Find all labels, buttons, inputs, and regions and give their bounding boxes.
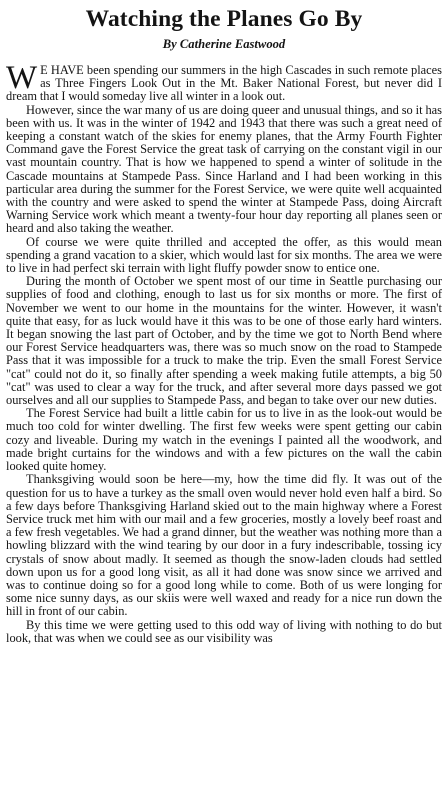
paragraph-4: During the month of October we spent most of our time in Seattle purchasing our supplies of food and clothing, enough to last us for six months or more. The first of November we went to our home in the mountains for the winter. However, it wasn't quite that easy, for as luck would have it this was to be one of those early hard winters. It began snowing the last part of October, and by the time we got to North Bend where our Forest Service headquarters was, there was so much snow on the road to Stampede Pass that it was impossible for a truck to make the trip. Even the small Forest Service "cat" could not do it, so finally after spending a week making futile attempts, a big 50 "cat" was used to clear a way for the truck, and after several more days passed we got ourselves and all our supplies to Stampede Pass, and began to take over our new duties. — [6, 274, 442, 408]
paragraph-3: Of course we were quite thrilled and accepted the offer, as this would mean spending a grand vacation to a skier, which would last for six months. The area we were to live in had perfect ski terrain with light fluffy powder snow to entice one. — [6, 234, 442, 276]
paragraph-1-lead: E HAVE — [40, 63, 84, 77]
paragraph-6: Thanksgiving would soon be here—my, how the time did fly. It was out of the question for us to have a turkey as the small oven would never hold even half a bird. So a few days before Thanksgiving Harland skied out to the main highway where a Forest Service truck met him with our mail and a few groceries, mostly a lovely beef roast and a few fresh vegetables. We had a grand dinner, but the weather was nothing more than a howling blizzard with the wind tearing by our door in a fury indescribable, tossing icy crystals of snow about madly. It seemed as though the snow-laden clouds had settled down upon us for a good long visit, as all it had done was snow since we arrived and was to continue doing so for a good long while to come. Both of us were longing for some nice sunny days, as our skiis were well waxed and ready for a nice run down the hill in front of our cabin. — [6, 472, 442, 619]
paragraph-5: The Forest Service had built a little cabin for us to live in as the look-out would be much too cold for winter dwelling. The first few weeks were spent getting our cabin cozy and liveable. During my watch in the evenings I painted all the woodwork, and made bright curtains for the windows and with a few pictures on the wall the cabin looked quite homey. — [6, 406, 442, 474]
article-title: Watching the Planes Go By — [85, 6, 363, 32]
article-body — [6, 60, 442, 645]
paragraph-2: However, since the war many of us are doing queer and unusual things, and so it has been with us. It was in the winter of 1942 and 1943 that there was such a great need of keeping a constant watch of the skies for enemy planes, that the Army Fourth Fighter Command gave the Forest Service the great task of carrying on the constant vigil in our vast mountain country. That is how we happened to spend a winter of solitude in the Cascade mountains at Stampede Pass. Since Harland and I had been working in this particular area during the summer for the Forest Service, we were quite well acquainted with the country and were asked to spend the winter at Stampede Pass, doing Aircraft Warning Service work which meant a twenty-four hour day reporting all planes seen or heard and also taking the weather. — [6, 102, 442, 236]
paragraph-1-text: been spending our summers in the high Cascades in such remote places as Three Fingers Look Out in the Mt. Baker National Forest, but never did I dream that I would someday live all winter in a look out. — [6, 63, 442, 104]
article-page — [6, 6, 442, 645]
paragraph-1 — [6, 60, 442, 104]
article-byline: By Catherine Eastwood — [162, 37, 286, 51]
paragraph-7: By this time we were getting used to this odd way of living with nothing to do but look, that was when we could see as our visibility was — [6, 617, 442, 645]
drop-cap: W — [6, 60, 38, 96]
